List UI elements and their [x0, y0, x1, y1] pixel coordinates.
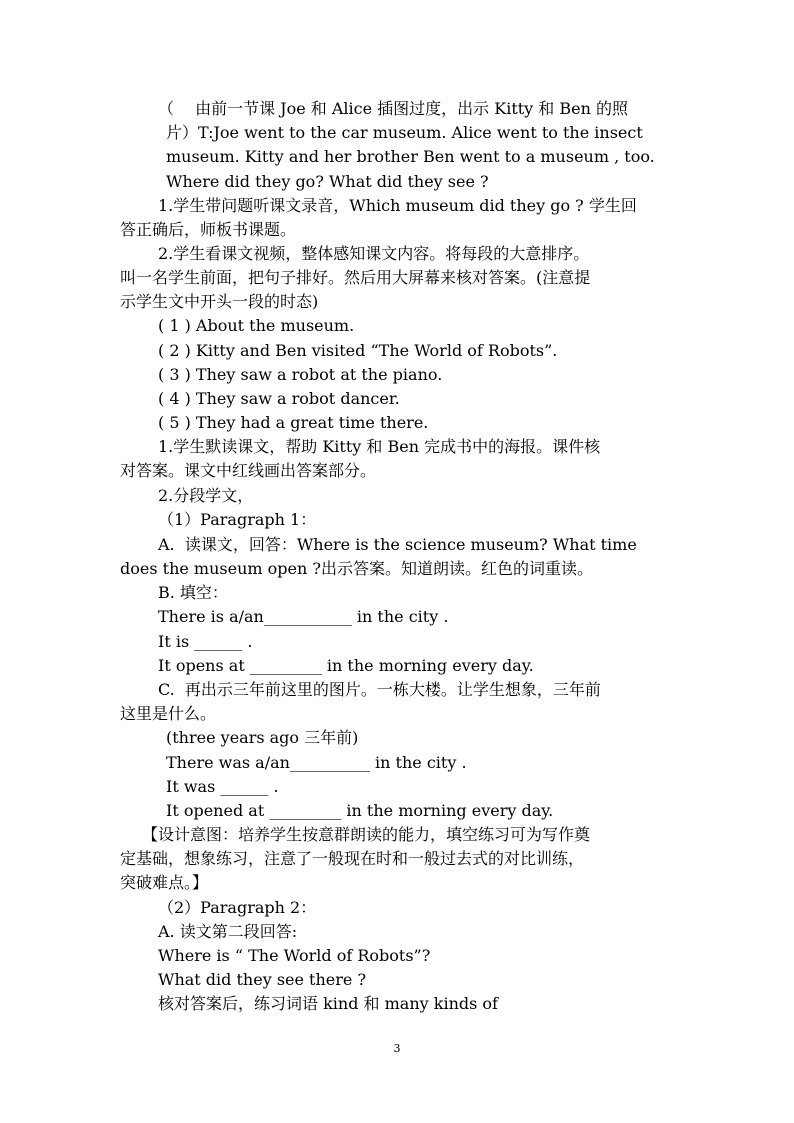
- text-line: ( 1 ) About the museum.: [158, 316, 355, 335]
- text-line: （2）Paragraph 2：: [158, 898, 317, 917]
- text-line: There is a/an___________ in the city .: [158, 607, 449, 626]
- text-line: (three years ago 三年前): [166, 728, 359, 747]
- text-line: B. 填空：: [158, 583, 228, 602]
- text-line: What did they see there ?: [158, 970, 367, 989]
- text-line: There was a/an__________ in the city .: [166, 753, 467, 772]
- text-line: 对答案。课文中红线画出答案部分。: [120, 461, 377, 480]
- text-line: 突破难点。】: [120, 873, 209, 892]
- text-line: does the museum open ?出示答案。知道朗读。红色的词重读。: [120, 559, 593, 578]
- text-line: 核对答案后，练习词语 kind 和 many kinds of: [158, 994, 498, 1013]
- text-line: 【设计意图：培养学生按意群朗读的能力，填空练习可为写作奠: [142, 825, 591, 844]
- text-line: A. 读文第二段回答:: [158, 922, 298, 941]
- text-line: It opened at _________ in the morning every day.: [166, 801, 554, 820]
- text-line: Where is “ The World of Robots”?: [158, 946, 431, 965]
- text-line: ( 3 ) They saw a robot at the piano.: [158, 365, 443, 384]
- text-line: It opens at _________ in the morning every day.: [158, 656, 534, 675]
- text-line: （1）Paragraph 1：: [158, 510, 317, 529]
- text-line: ( 5 ) They had a great time there.: [158, 413, 429, 432]
- text-line: 1.学生带问题听课文录音，Which museum did they go ? 学生回: [158, 196, 637, 215]
- text-line: museum. Kitty and her brother Ben went to a museum , too.: [166, 147, 655, 166]
- text-line: ( 2 ) Kitty and Ben visited “The World of Robots”.: [158, 341, 558, 360]
- text-line: 示学生文中开头一段的时态): [120, 292, 319, 311]
- page-number: 3: [393, 1042, 401, 1055]
- text-line: 定基础，想象练习，注意了一般现在时和一般过去式的对比训练，: [120, 849, 585, 868]
- text-line: 2.学生看课文视频，整体感知课文内容。将每段的大意排序。: [158, 244, 590, 263]
- text-line: It was ______ .: [166, 777, 279, 796]
- text-line: A. 读课文，回答：Where is the science museum? What time: [158, 535, 637, 554]
- text-line: 叫一名学生前面，把句子排好。然后用大屏幕来核对答案。(注意提: [120, 268, 591, 287]
- text-line: 1.学生默读课文，帮助 Kitty 和 Ben 完成书中的海报。课件核: [158, 437, 601, 456]
- text-line: ( 4 ) They saw a robot dancer.: [158, 389, 400, 408]
- text-line: Where did they go? What did they see ?: [166, 172, 489, 191]
- text-line: 答正确后，师板书课题。: [120, 220, 297, 239]
- text-line: 这里是什么。: [120, 704, 217, 723]
- text-line: 片）T:Joe went to the car museum. Alice went to the insect: [166, 123, 643, 142]
- text-line: C. 再出示三年前这里的图片。一栋大楼。让学生想象，三年前: [158, 680, 601, 699]
- text-line: （ 由前一节课 Joe 和 Alice 插图过度，出示 Kitty 和 Ben 的照: [158, 99, 629, 118]
- text-line: It is ______ .: [158, 632, 253, 651]
- text-line: 2.分段学文，: [158, 486, 254, 505]
